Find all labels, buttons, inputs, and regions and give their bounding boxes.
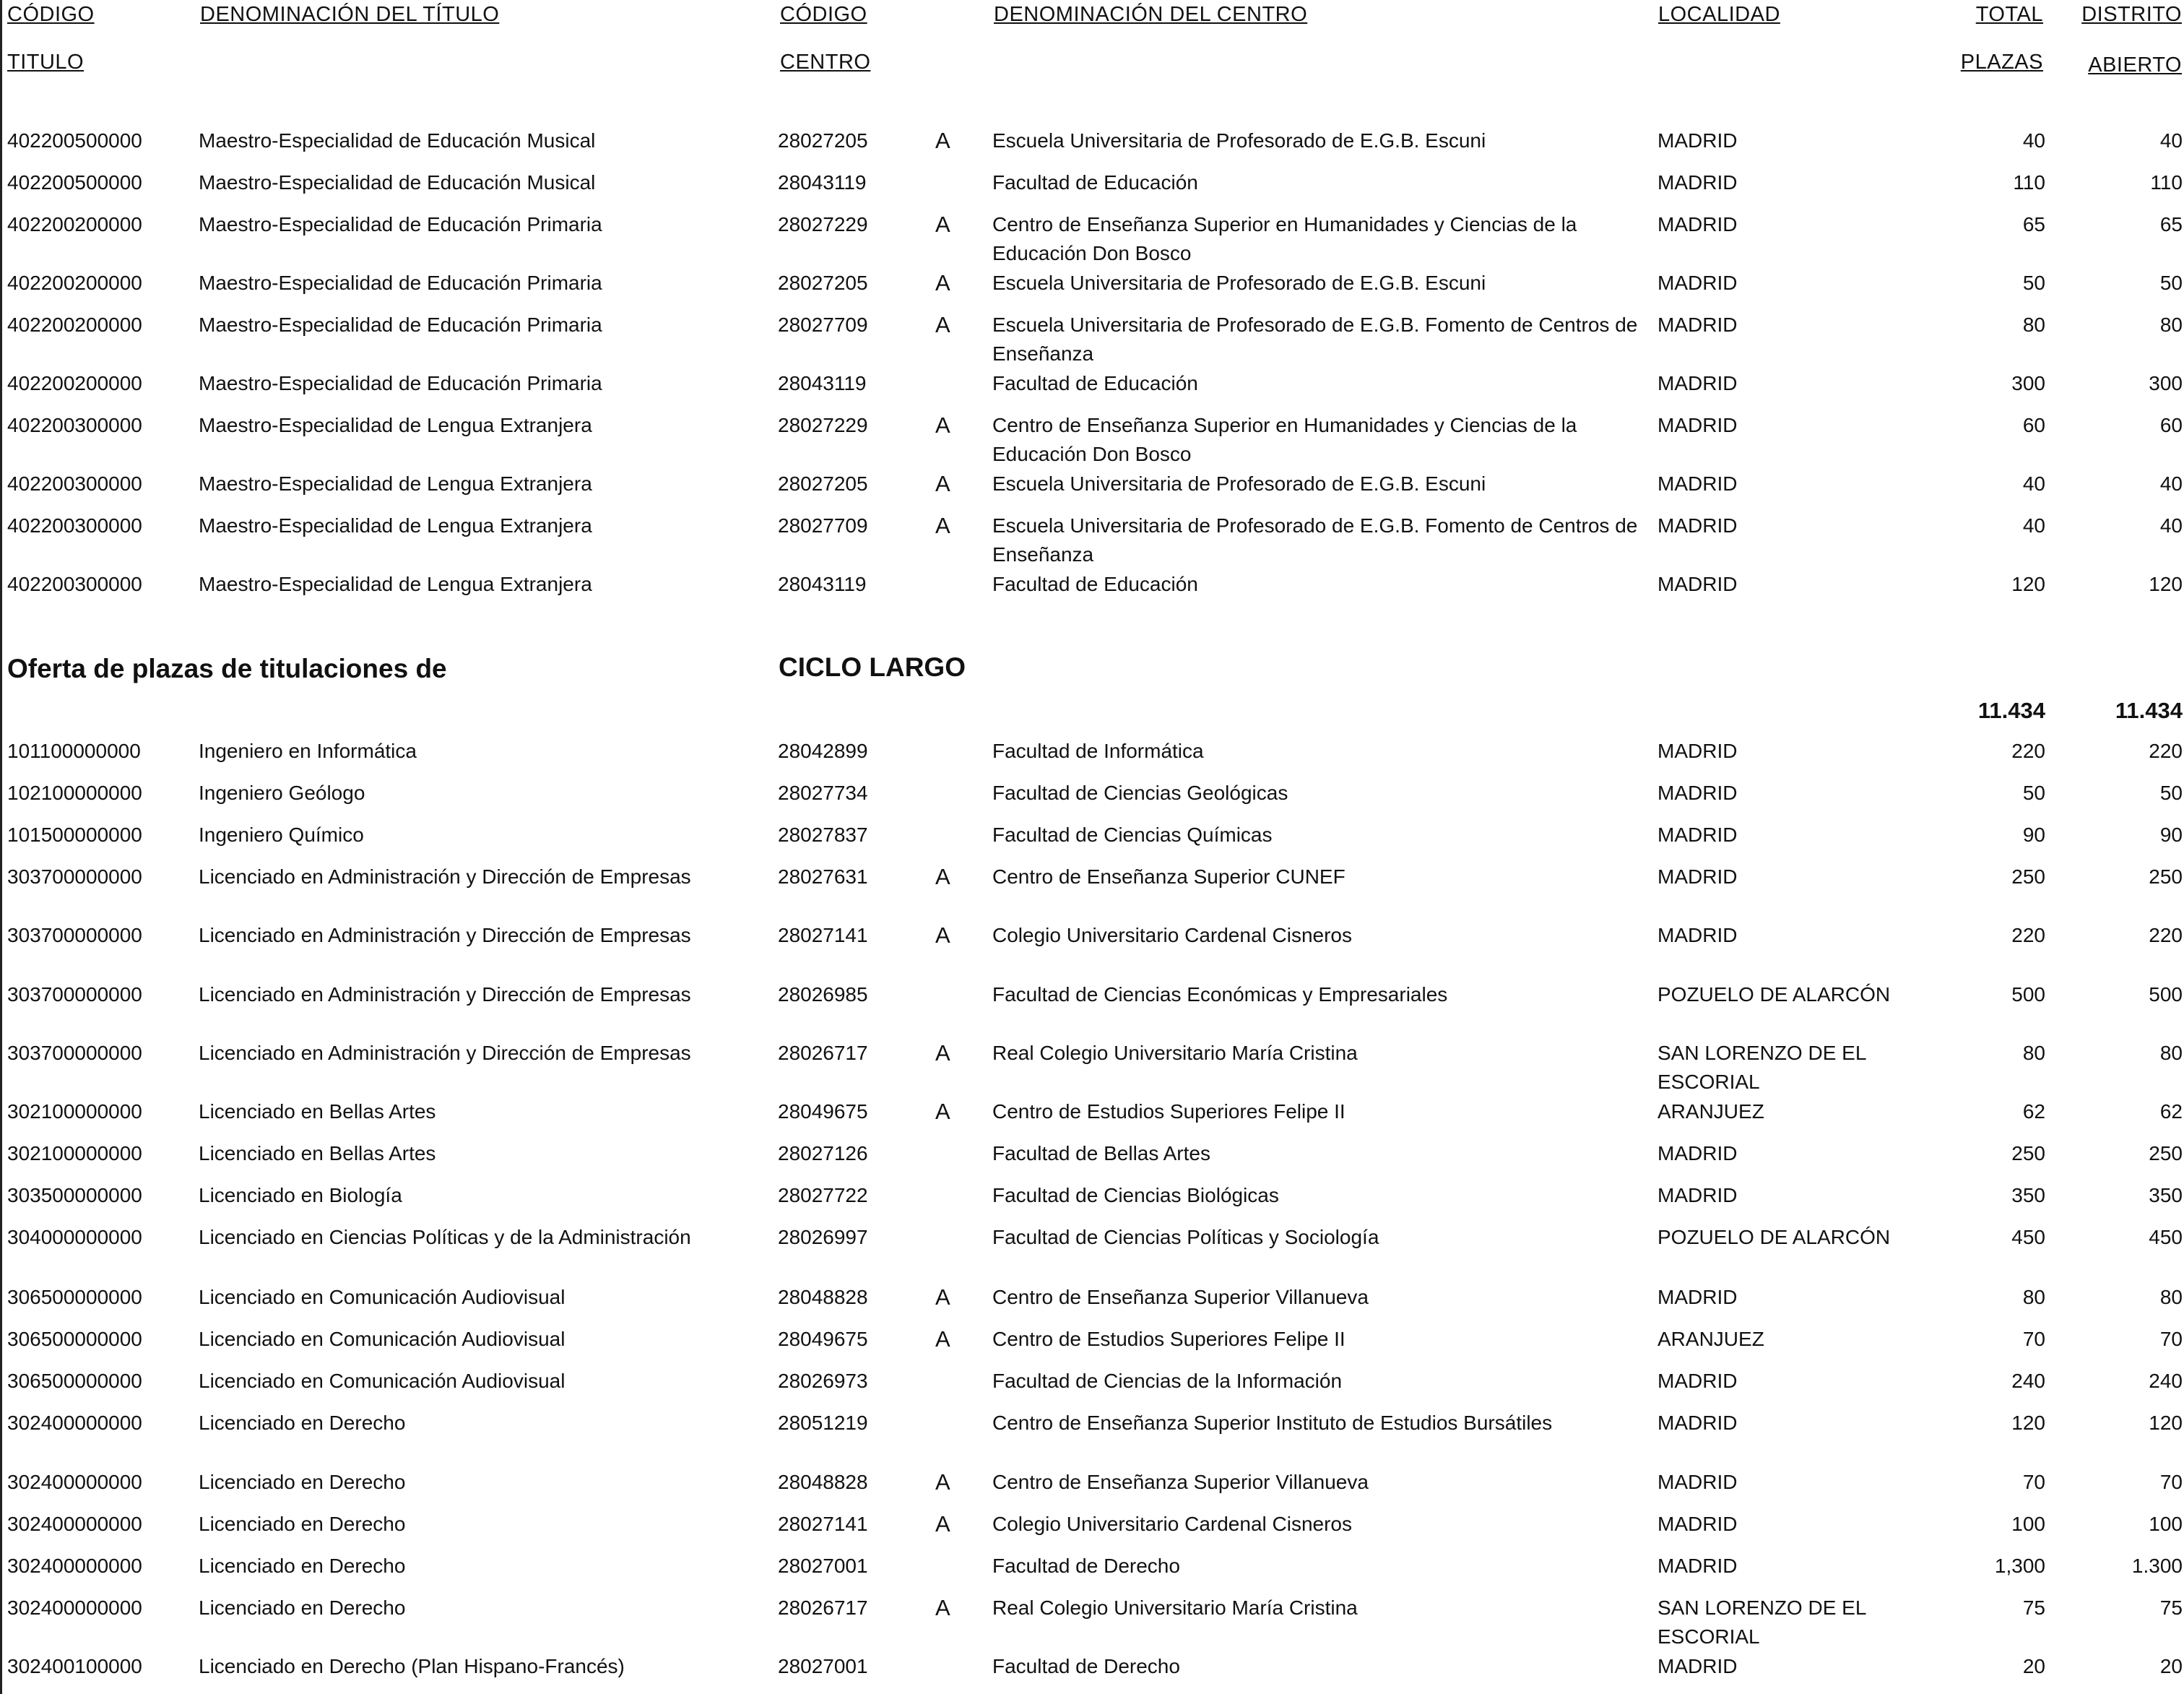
cell-denominacion-centro: Escuela Universitaria de Profesorado de E.G.B. Escuni [992, 129, 1486, 152]
cell-codigo-titulo: 302400000000 [7, 1471, 142, 1493]
cell-total-plazas: 65 [2022, 213, 2045, 235]
cell-localidad: ARANJUEZ [1658, 1100, 1764, 1123]
cell-codigo-titulo: 402200300000 [7, 472, 142, 495]
cell-denominacion-titulo: Licenciado en Administración y Dirección de Empresas [199, 1042, 691, 1064]
cell-localidad: MADRID [1658, 1184, 1738, 1206]
cell-codigo-centro: 28026973 [778, 1370, 868, 1392]
cell-denominacion-centro: Facultad de Ciencias Económicas y Empresariales [992, 983, 1448, 1006]
cell-codigo-centro: 28048828 [778, 1286, 868, 1308]
cell-denominacion-titulo: Maestro-Especialidad de Educación Primaria [199, 314, 602, 336]
cell-denominacion-centro: Real Colegio Universitario María Cristina [992, 1042, 1358, 1064]
cell-distrito-abierto: 80 [2159, 314, 2183, 336]
cell-denominacion-titulo: Maestro-Especialidad de Educación Primaria [199, 372, 602, 394]
cell-localidad: MADRID [1658, 1555, 1738, 1577]
cell-localidad: MADRID [1658, 1286, 1738, 1308]
cell-localidad: MADRID [1658, 924, 1738, 946]
cell-codigo-centro: 28026997 [778, 1226, 868, 1248]
cell-distrito-abierto: 40 [2159, 472, 2183, 495]
cell-denominacion-centro: Facultad de Ciencias Químicas [992, 824, 1273, 846]
cell-codigo-titulo: 302400000000 [7, 1513, 142, 1535]
cell-denominacion-centro: Real Colegio Universitario María Cristina [992, 1596, 1358, 1619]
cell-denominacion-titulo: Maestro-Especialidad de Lengua Extranjera [199, 573, 592, 595]
cell-denominacion-centro: Facultad de Educación [992, 372, 1198, 394]
cell-localidad: MADRID [1658, 213, 1738, 235]
cell-codigo-centro: 28027709 [778, 314, 868, 336]
cell-denominacion-titulo: Maestro-Especialidad de Lengua Extranjera [199, 472, 592, 495]
cell-denominacion-centro: Facultad de Ciencias Políticas y Sociología [992, 1226, 1379, 1248]
cell-denominacion-centro: Facultad de Derecho [992, 1555, 1180, 1577]
cell-denominacion-titulo: Licenciado en Derecho (Plan Hispano-Francés) [199, 1655, 625, 1677]
cell-codigo-centro: 28043119 [778, 573, 867, 595]
cell-distrito-abierto: 40 [2159, 129, 2183, 152]
cell-localidad: MADRID [1658, 171, 1738, 194]
cell-adscrito-mark: A [935, 471, 950, 496]
cell-codigo-centro: 28026717 [778, 1596, 868, 1619]
cell-localidad: MADRID [1658, 1412, 1738, 1434]
cell-denominacion-titulo: Licenciado en Derecho [199, 1555, 406, 1577]
cell-denominacion-titulo: Licenciado en Derecho [199, 1412, 406, 1434]
cell-denominacion-titulo: Licenciado en Derecho [199, 1596, 406, 1619]
cell-total-plazas: 1,300 [1994, 1555, 2045, 1577]
cell-codigo-centro: 28027141 [778, 924, 868, 946]
cell-localidad: ARANJUEZ [1658, 1328, 1764, 1350]
cell-codigo-titulo: 402200300000 [7, 514, 142, 537]
cell-denominacion-titulo: Licenciado en Bellas Artes [199, 1142, 436, 1164]
cell-total-plazas: 500 [2011, 983, 2045, 1006]
cell-codigo-centro: 28027709 [778, 514, 868, 537]
cell-adscrito-mark: A [935, 864, 950, 889]
cell-total-plazas: 62 [2022, 1100, 2045, 1123]
cell-adscrito-mark: A [935, 513, 950, 538]
header-total-2: PLAZAS [1960, 51, 2043, 74]
cell-distrito-abierto: 70 [2159, 1328, 2183, 1350]
cell-denominacion-titulo: Licenciado en Biología [199, 1184, 402, 1206]
cell-distrito-abierto: 220 [2149, 740, 2183, 762]
cell-denominacion-titulo: Licenciado en Comunicación Audiovisual [199, 1328, 566, 1350]
cell-total-plazas: 250 [2011, 1142, 2045, 1164]
cell-localidad: MADRID [1658, 272, 1738, 294]
cell-codigo-centro: 28027734 [778, 782, 868, 804]
cell-localidad: MADRID [1658, 573, 1738, 595]
cell-total-plazas: 40 [2022, 129, 2045, 152]
cell-codigo-centro: 28027141 [778, 1513, 868, 1535]
cell-codigo-centro: 28043119 [778, 171, 867, 194]
cell-distrito-abierto: 40 [2159, 514, 2183, 537]
cell-total-plazas: 300 [2011, 372, 2045, 394]
cell-denominacion-centro: Centro de Enseñanza Superior CUNEF [992, 865, 1346, 888]
cell-distrito-abierto: 240 [2149, 1370, 2183, 1392]
cell-distrito-abierto: 50 [2159, 782, 2183, 804]
cell-distrito-abierto: 100 [2149, 1513, 2183, 1535]
cell-total-plazas: 450 [2011, 1226, 2045, 1248]
cell-denominacion-centro: Centro de Enseñanza Superior Instituto de Estudios Bursátiles [992, 1412, 1553, 1434]
cell-denominacion-centro: Centro de Enseñanza Superior en Humanidades y Ciencias de la Educación Don Bosco [992, 414, 1577, 465]
cell-distrito-abierto: 80 [2159, 1286, 2183, 1308]
cell-localidad: MADRID [1658, 472, 1738, 495]
cell-codigo-centro: 28049675 [778, 1328, 868, 1350]
cell-codigo-titulo: 303700000000 [7, 1042, 142, 1064]
cell-adscrito-mark: A [935, 1284, 950, 1310]
cell-codigo-titulo: 303700000000 [7, 924, 142, 946]
left-border-line [0, 0, 2, 1694]
cell-total-plazas: 90 [2022, 824, 2045, 846]
cell-codigo-centro: 28051219 [778, 1412, 868, 1434]
cell-adscrito-mark: A [935, 312, 950, 337]
cell-codigo-titulo: 302400100000 [7, 1655, 142, 1677]
cell-distrito-abierto: 50 [2159, 272, 2183, 294]
cell-localidad: MADRID [1658, 865, 1738, 888]
cell-codigo-titulo: 101100000000 [7, 740, 141, 762]
cell-codigo-titulo: 306500000000 [7, 1286, 142, 1308]
cell-denominacion-centro: Escuela Universitaria de Profesorado de E.G.B. Fomento de Centros de Enseñanza [992, 514, 1638, 566]
cell-adscrito-mark: A [935, 412, 950, 438]
cell-codigo-titulo: 302400000000 [7, 1596, 142, 1619]
cell-distrito-abierto: 90 [2159, 824, 2183, 846]
cell-denominacion-titulo: Licenciado en Ciencias Políticas y de la Administración [199, 1226, 691, 1248]
cell-denominacion-centro: Facultad de Educación [992, 171, 1198, 194]
cell-total-plazas: 50 [2022, 782, 2045, 804]
cell-denominacion-centro: Centro de Estudios Superiores Felipe II [992, 1100, 1346, 1123]
cell-denominacion-titulo: Licenciado en Comunicación Audiovisual [199, 1370, 566, 1392]
cell-denominacion-centro: Centro de Estudios Superiores Felipe II [992, 1328, 1346, 1350]
cell-localidad: MADRID [1658, 782, 1738, 804]
cell-denominacion-titulo: Licenciado en Administración y Dirección de Empresas [199, 924, 691, 946]
header-codigo-centro-2: CENTRO [780, 51, 871, 74]
cell-total-plazas: 40 [2022, 514, 2045, 537]
cell-denominacion-titulo: Licenciado en Comunicación Audiovisual [199, 1286, 566, 1308]
cell-distrito-abierto: 80 [2159, 1042, 2183, 1064]
cell-codigo-centro: 28027001 [778, 1655, 868, 1677]
cell-localidad: SAN LORENZO DE EL ESCORIAL [1658, 1596, 1866, 1648]
cell-codigo-centro: 28027001 [778, 1555, 868, 1577]
cell-denominacion-centro: Facultad de Derecho [992, 1655, 1180, 1677]
header-distrito-2: ABIERTO [2088, 53, 2182, 77]
cell-total-plazas: 20 [2022, 1655, 2045, 1677]
cell-adscrito-mark: A [935, 1595, 950, 1620]
cell-total-plazas: 70 [2022, 1471, 2045, 1493]
cell-denominacion-centro: Centro de Enseñanza Superior en Humanidades y Ciencias de la Educación Don Bosco [992, 213, 1577, 264]
cell-total-plazas: 110 [2013, 171, 2045, 194]
cell-codigo-centro: 28027837 [778, 824, 868, 846]
cell-denominacion-centro: Facultad de Bellas Artes [992, 1142, 1210, 1164]
cell-denominacion-titulo: Licenciado en Administración y Dirección de Empresas [199, 865, 691, 888]
cell-denominacion-centro: Facultad de Educación [992, 573, 1198, 595]
cell-total-plazas: 40 [2022, 472, 2045, 495]
cell-codigo-centro: 28027205 [778, 129, 868, 152]
header-denominacion-centro: DENOMINACIÓN DEL CENTRO [994, 3, 1308, 26]
cell-codigo-centro: 28027205 [778, 472, 868, 495]
cell-distrito-abierto: 62 [2159, 1100, 2183, 1123]
cell-distrito-abierto: 300 [2149, 372, 2183, 394]
cell-denominacion-titulo: Licenciado en Bellas Artes [199, 1100, 436, 1123]
cell-adscrito-mark: A [935, 1326, 950, 1352]
cell-codigo-centro: 28043119 [778, 372, 867, 394]
cell-denominacion-titulo: Maestro-Especialidad de Lengua Extranjera [199, 514, 592, 537]
header-codigo-centro-1: CÓDIGO [780, 3, 867, 26]
cell-total-plazas: 240 [2011, 1370, 2045, 1392]
cell-distrito-abierto: 1.300 [2131, 1555, 2183, 1577]
section-title-ciclo: CICLO LARGO [779, 652, 966, 682]
cell-total-plazas: 70 [2022, 1328, 2045, 1350]
cell-denominacion-centro: Escuela Universitaria de Profesorado de E.G.B. Fomento de Centros de Enseñanza [992, 314, 1638, 365]
header-codigo-titulo-2: TITULO [7, 51, 84, 74]
cell-localidad: POZUELO DE ALARCÓN [1658, 1226, 1891, 1248]
cell-localidad: POZUELO DE ALARCÓN [1658, 983, 1891, 1006]
cell-adscrito-mark: A [935, 270, 950, 295]
cell-denominacion-centro: Facultad de Ciencias Geológicas [992, 782, 1288, 804]
cell-codigo-titulo: 303700000000 [7, 983, 142, 1006]
cell-localidad: MADRID [1658, 740, 1738, 762]
cell-codigo-centro: 28027229 [778, 414, 868, 436]
cell-distrito-abierto: 350 [2149, 1184, 2183, 1206]
cell-distrito-abierto: 20 [2159, 1655, 2183, 1677]
section-title: Oferta de plazas de titulaciones de [7, 654, 447, 683]
cell-denominacion-centro: Centro de Enseñanza Superior Villanueva [992, 1286, 1369, 1308]
cell-codigo-titulo: 402200300000 [7, 414, 142, 436]
cell-adscrito-mark: A [935, 1099, 950, 1124]
cell-adscrito-mark: A [935, 1469, 950, 1495]
cell-distrito-abierto: 60 [2159, 414, 2183, 436]
cell-denominacion-titulo: Licenciado en Derecho [199, 1513, 406, 1535]
cell-total-plazas: 220 [2011, 924, 2045, 946]
cell-codigo-centro: 28027229 [778, 213, 868, 235]
cell-codigo-centro: 28027631 [778, 865, 868, 888]
cell-denominacion-centro: Escuela Universitaria de Profesorado de E.G.B. Escuni [992, 272, 1486, 294]
cell-codigo-titulo: 303700000000 [7, 865, 142, 888]
cell-codigo-centro: 28027205 [778, 272, 868, 294]
cell-total-plazas: 100 [2011, 1513, 2045, 1535]
cell-localidad: SAN LORENZO DE EL ESCORIAL [1658, 1042, 1866, 1093]
cell-adscrito-mark: A [935, 922, 950, 948]
cell-distrito-abierto: 220 [2149, 924, 2183, 946]
cell-denominacion-titulo: Maestro-Especialidad de Lengua Extranjera [199, 414, 592, 436]
cell-localidad: MADRID [1658, 129, 1738, 152]
cell-localidad: MADRID [1658, 414, 1738, 436]
cell-codigo-titulo: 306500000000 [7, 1370, 142, 1392]
cell-distrito-abierto: 70 [2159, 1471, 2183, 1493]
cell-total-plazas: 80 [2022, 314, 2045, 336]
cell-codigo-centro: 28027126 [778, 1142, 868, 1164]
cell-codigo-centro: 28042899 [778, 740, 868, 762]
cell-distrito-abierto: 250 [2149, 1142, 2183, 1164]
cell-codigo-titulo: 302100000000 [7, 1142, 142, 1164]
cell-total-plazas: 350 [2011, 1184, 2045, 1206]
cell-distrito-abierto: 450 [2149, 1226, 2183, 1248]
cell-denominacion-centro: Facultad de Ciencias de la Información [992, 1370, 1343, 1392]
cell-codigo-titulo: 303500000000 [7, 1184, 142, 1206]
header-total-1: TOTAL [1975, 3, 2043, 26]
cell-codigo-centro: 28026717 [778, 1042, 868, 1064]
cell-denominacion-titulo: Maestro-Especialidad de Educación Musical [199, 171, 596, 194]
cell-codigo-titulo: 302100000000 [7, 1100, 142, 1123]
cell-denominacion-centro: Facultad de Ciencias Biológicas [992, 1184, 1279, 1206]
cell-codigo-centro: 28026985 [778, 983, 868, 1006]
cell-denominacion-titulo: Ingeniero en Informática [199, 740, 417, 762]
cell-distrito-abierto: 250 [2149, 865, 2183, 888]
cell-localidad: MADRID [1658, 1513, 1738, 1535]
cell-codigo-titulo: 302400000000 [7, 1412, 142, 1434]
cell-denominacion-centro: Centro de Enseñanza Superior Villanueva [992, 1471, 1369, 1493]
cell-denominacion-titulo: Maestro-Especialidad de Educación Primaria [199, 213, 602, 235]
cell-denominacion-titulo: Licenciado en Derecho [199, 1471, 406, 1493]
section-total-plazas: 11.434 [1977, 698, 2045, 723]
cell-localidad: MADRID [1658, 1142, 1738, 1164]
cell-denominacion-centro: Colegio Universitario Cardenal Cisneros [992, 924, 1352, 946]
cell-codigo-titulo: 302400000000 [7, 1555, 142, 1577]
cell-localidad: MADRID [1658, 514, 1738, 537]
cell-distrito-abierto: 120 [2149, 1412, 2183, 1434]
cell-total-plazas: 120 [2011, 1412, 2045, 1434]
cell-codigo-titulo: 402200200000 [7, 372, 142, 394]
cell-denominacion-titulo: Licenciado en Administración y Dirección de Empresas [199, 983, 691, 1006]
cell-codigo-titulo: 402200500000 [7, 171, 142, 194]
cell-adscrito-mark: A [935, 1511, 950, 1537]
cell-total-plazas: 120 [2011, 573, 2045, 595]
cell-codigo-centro: 28027722 [778, 1184, 868, 1206]
cell-codigo-centro: 28048828 [778, 1471, 868, 1493]
cell-codigo-titulo: 102100000000 [7, 782, 142, 804]
cell-denominacion-titulo: Maestro-Especialidad de Educación Musical [199, 129, 596, 152]
header-localidad: LOCALIDAD [1658, 3, 1780, 26]
cell-distrito-abierto: 500 [2149, 983, 2183, 1006]
cell-distrito-abierto: 75 [2159, 1596, 2183, 1619]
cell-denominacion-titulo: Ingeniero Geólogo [199, 782, 365, 804]
cell-localidad: MADRID [1658, 824, 1738, 846]
cell-denominacion-centro: Escuela Universitaria de Profesorado de E.G.B. Escuni [992, 472, 1486, 495]
header-codigo-titulo-1: CÓDIGO [7, 3, 95, 26]
header-denominacion-titulo: DENOMINACIÓN DEL TÍTULO [200, 3, 500, 26]
cell-localidad: MADRID [1658, 1471, 1738, 1493]
cell-denominacion-titulo: Ingeniero Químico [199, 824, 364, 846]
cell-denominacion-titulo: Maestro-Especialidad de Educación Primaria [199, 272, 602, 294]
cell-localidad: MADRID [1658, 314, 1738, 336]
cell-total-plazas: 80 [2022, 1042, 2045, 1064]
cell-localidad: MADRID [1658, 1370, 1738, 1392]
cell-total-plazas: 60 [2022, 414, 2045, 436]
cell-codigo-titulo: 304000000000 [7, 1226, 142, 1248]
cell-distrito-abierto: 120 [2149, 573, 2183, 595]
cell-denominacion-centro: Colegio Universitario Cardenal Cisneros [992, 1513, 1352, 1535]
cell-codigo-titulo: 101500000000 [7, 824, 142, 846]
cell-codigo-centro: 28049675 [778, 1100, 868, 1123]
cell-codigo-titulo: 306500000000 [7, 1328, 142, 1350]
cell-adscrito-mark: A [935, 1040, 950, 1066]
cell-codigo-titulo: 402200300000 [7, 573, 142, 595]
cell-distrito-abierto: 110 [2150, 171, 2183, 194]
cell-distrito-abierto: 65 [2159, 213, 2183, 235]
cell-adscrito-mark: A [935, 128, 950, 153]
cell-denominacion-centro: Facultad de Informática [992, 740, 1204, 762]
cell-total-plazas: 80 [2022, 1286, 2045, 1308]
cell-codigo-titulo: 402200200000 [7, 272, 142, 294]
cell-total-plazas: 50 [2022, 272, 2045, 294]
cell-codigo-titulo: 402200500000 [7, 129, 142, 152]
cell-total-plazas: 75 [2022, 1596, 2045, 1619]
cell-localidad: MADRID [1658, 372, 1738, 394]
cell-total-plazas: 250 [2011, 865, 2045, 888]
cell-codigo-titulo: 402200200000 [7, 213, 142, 235]
cell-adscrito-mark: A [935, 212, 950, 237]
header-distrito-1: DISTRITO [2081, 3, 2182, 26]
cell-localidad: MADRID [1658, 1655, 1738, 1677]
cell-total-plazas: 220 [2011, 740, 2045, 762]
section-total-distrito: 11.434 [2115, 698, 2183, 723]
cell-codigo-titulo: 402200200000 [7, 314, 142, 336]
